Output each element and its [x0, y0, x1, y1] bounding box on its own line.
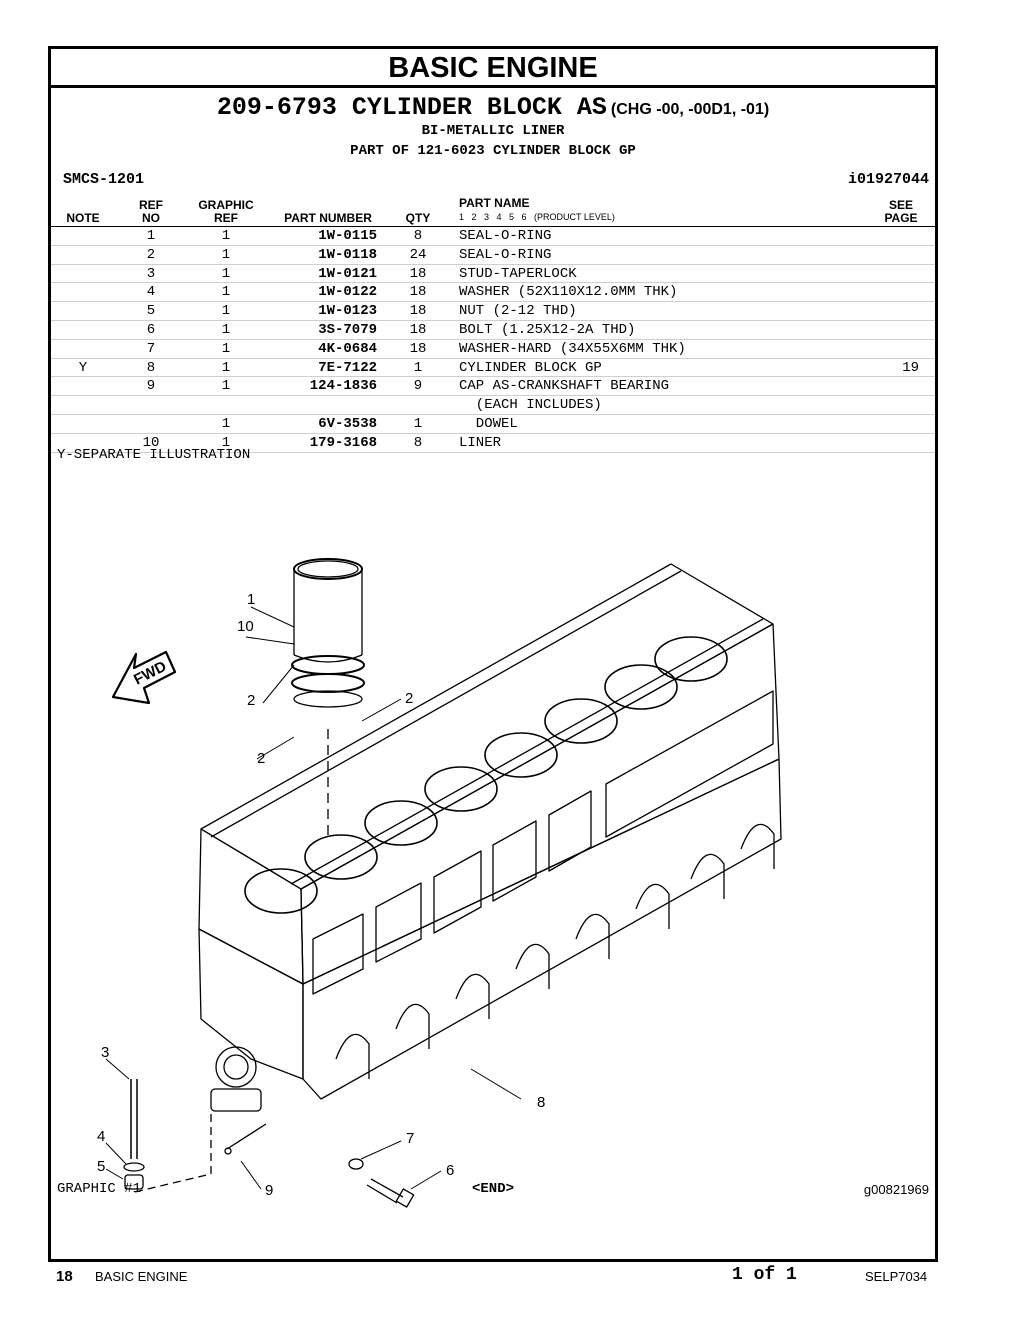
cell-qty: 18 — [409, 265, 427, 282]
callout-number: 6 — [446, 1162, 455, 1179]
cell-qty: 18 — [409, 284, 427, 301]
callout-numbers — [97, 591, 545, 1199]
cell-qty: 8 — [413, 434, 423, 451]
cell-pn: 3S-7079 — [318, 321, 377, 338]
cell-name: WASHER (52X110X12.0MM THK) — [459, 284, 678, 301]
cell-gref: 1 — [221, 434, 231, 451]
assembly-subtitle: BI-METALLIC LINER — [421, 123, 565, 139]
cell-ref: 6 — [146, 321, 156, 338]
cell-name: WASHER-HARD (34X55X6MM THK) — [459, 340, 686, 357]
callout-number: 2 — [405, 690, 414, 707]
header-see-top: SEE — [888, 198, 913, 212]
cell-name: (EACH INCLUDES) — [459, 397, 602, 414]
header-part-name: PART NAME — [459, 196, 530, 210]
callout-leaders — [106, 607, 521, 1189]
part-of-line: PART OF 121-6023 CYLINDER BLOCK GP — [350, 143, 636, 159]
graphic-id: g00821969 — [863, 1182, 929, 1197]
callout-number: 9 — [265, 1182, 274, 1199]
table-row — [51, 246, 935, 265]
footer-doc-code: SELP7034 — [865, 1269, 928, 1284]
callout-number: 8 — [537, 1094, 546, 1111]
header-see-bottom: PAGE — [884, 211, 918, 225]
cylinder-block — [199, 564, 781, 1111]
cell-page: 19 — [902, 359, 919, 376]
table-row — [51, 396, 935, 415]
fwd-arrow-icon — [113, 652, 175, 703]
cell-qty: 18 — [409, 340, 427, 357]
cell-gref: 1 — [221, 228, 231, 244]
assembly-title-line — [51, 93, 935, 122]
table-row — [51, 302, 935, 321]
cell-name: STUD-TAPERLOCK — [459, 265, 577, 282]
front-housing — [211, 1047, 261, 1111]
table-row — [51, 340, 935, 359]
table-row — [51, 283, 935, 302]
cell-name: CAP AS-CRANKSHAFT BEARING — [459, 378, 670, 395]
cell-pn: 6V-3538 — [318, 415, 377, 432]
cell-gref: 1 — [221, 340, 231, 357]
cell-pn: 1W-0123 — [318, 303, 377, 320]
cell-note: Y — [78, 359, 88, 376]
graphic-label: GRAPHIC #1 — [57, 1181, 142, 1197]
callout-number: 7 — [406, 1130, 415, 1147]
change-level: (CHG -00, -00D1, -01) — [610, 101, 770, 118]
cell-qty: 1 — [413, 359, 423, 376]
cell-pn: 179-3168 — [309, 434, 377, 451]
callout-number: 4 — [97, 1128, 106, 1145]
cylinder-liner — [292, 559, 364, 837]
smcs-code: SMCS-1201 — [63, 171, 145, 188]
cell-ref: 4 — [146, 284, 156, 301]
cell-gref: 1 — [221, 321, 231, 338]
header-graphic-bottom: REF — [214, 211, 238, 225]
document-identifier: i01927044 — [847, 171, 929, 188]
cell-gref: 1 — [221, 284, 231, 301]
cell-ref: 10 — [142, 434, 160, 451]
cell-qty: 1 — [413, 415, 423, 432]
cell-gref: 1 — [221, 246, 231, 263]
fwd-label: FWD — [131, 657, 170, 689]
header-part-number: PART NUMBER — [284, 211, 372, 225]
cell-qty: 18 — [409, 303, 427, 320]
page-frame — [48, 46, 938, 1262]
cell-pn: 4K-0684 — [318, 340, 377, 357]
cell-gref: 1 — [221, 359, 231, 376]
cell-qty: 18 — [409, 321, 427, 338]
cell-ref: 5 — [146, 303, 156, 320]
cell-pn: 124-1836 — [309, 378, 377, 395]
table-row — [51, 265, 935, 284]
cell-name: LINER — [459, 434, 502, 451]
cell-ref: 9 — [146, 378, 156, 395]
cell-qty: 24 — [409, 246, 427, 263]
callout-number: 3 — [101, 1044, 110, 1061]
crank-bays — [336, 824, 774, 1079]
cell-qty: 8 — [413, 228, 423, 244]
footer-page-number: 18 — [56, 1268, 73, 1285]
section-heading: BASIC ENGINE — [51, 49, 935, 88]
cell-name: SEAL-O-RING — [459, 228, 552, 244]
cell-gref: 1 — [221, 415, 231, 432]
cell-ref: 8 — [146, 359, 156, 376]
table-row — [51, 321, 935, 340]
cell-qty: 9 — [413, 378, 423, 395]
header-ref-top: REF — [139, 198, 163, 212]
callout-number: 10 — [237, 618, 254, 635]
callout-number: 5 — [97, 1158, 106, 1175]
cell-name: BOLT (1.25X12-2A THD) — [459, 321, 636, 338]
header-note: NOTE — [66, 211, 100, 225]
parts-table — [51, 227, 935, 453]
header-ref-bottom: NO — [142, 211, 160, 225]
callout-number: 2 — [257, 750, 266, 767]
cell-ref: 3 — [146, 265, 156, 282]
header-qty: QTY — [405, 211, 431, 225]
cell-name: DOWEL — [459, 415, 518, 432]
cell-name: CYLINDER BLOCK GP — [459, 359, 602, 376]
assembly-title: 209-6793 CYLINDER BLOCK AS — [216, 93, 607, 122]
callout-number: 1 — [247, 591, 256, 608]
table-row — [51, 227, 935, 246]
cell-pn: 1W-0122 — [318, 284, 377, 301]
cell-ref: 2 — [146, 246, 156, 263]
callout-number: 2 — [247, 692, 256, 709]
cell-name: SEAL-O-RING — [459, 246, 552, 263]
end-marker: <END> — [471, 1181, 514, 1197]
cell-gref: 1 — [221, 378, 231, 395]
table-row — [51, 415, 935, 434]
stud-washer-nut — [124, 1079, 211, 1192]
table-row — [51, 377, 935, 396]
header-product-levels: 1 2 3 4 5 6 (PRODUCT LEVEL) — [459, 212, 615, 222]
cell-pn: 1W-0121 — [318, 265, 377, 282]
header-graphic-top: GRAPHIC — [198, 198, 254, 212]
cell-pn: 1W-0115 — [318, 228, 377, 244]
cell-pn: 7E-7122 — [318, 359, 377, 376]
cell-gref: 1 — [221, 303, 231, 320]
footer-page-of: 1 of 1 — [732, 1265, 797, 1285]
cell-gref: 1 — [221, 265, 231, 282]
cell-pn: 1W-0118 — [318, 246, 377, 263]
footnote: Y-SEPARATE ILLUSTRATION — [57, 447, 251, 463]
table-row — [51, 359, 935, 378]
cell-ref: 1 — [146, 228, 156, 244]
cell-ref: 7 — [146, 340, 156, 357]
cell-name: NUT (2-12 THD) — [459, 303, 577, 320]
footer-section: BASIC ENGINE — [95, 1269, 188, 1284]
